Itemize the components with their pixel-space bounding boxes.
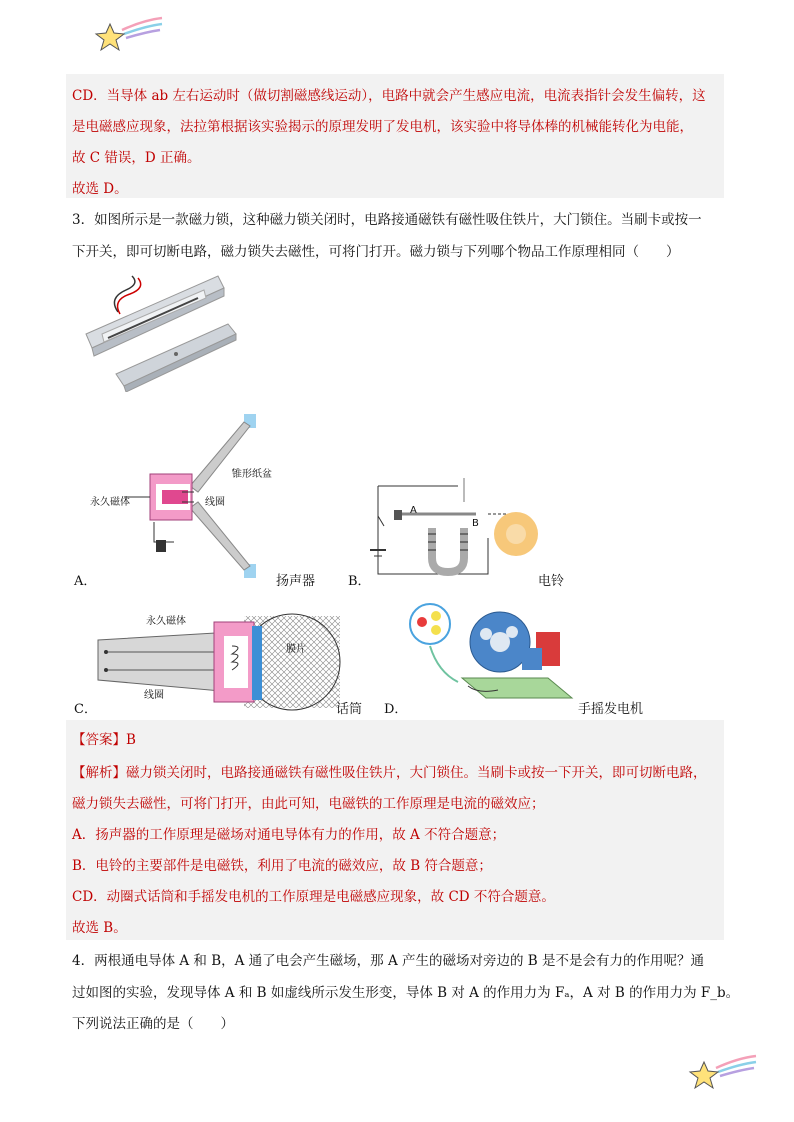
option-b-caption: 电铃 [538, 574, 565, 589]
option-a-letter[interactable]: A． [74, 574, 97, 589]
analysis-line-4: B．电铃的主要部件是电磁铁，利用了电流的磁效应，故 B 符合题意； [72, 858, 492, 874]
analysis-line-1: 【解析】磁力锁关闭时，电路接通磁铁有磁性吸住铁片，大门锁住。当刷卡或按一下开关，即可切断电路， [72, 765, 707, 781]
analysis-line-6: 故选 B。 [72, 920, 127, 936]
option-c-magnet-label: 永久磁体 [146, 616, 186, 627]
option-c-membrane-label: 膜片 [286, 644, 306, 655]
option-c-letter[interactable]: C． [74, 702, 97, 717]
answer3-label: 【答案】B [72, 732, 136, 748]
option-b-label-b: B [472, 518, 479, 529]
option-d-letter[interactable]: D． [384, 702, 408, 717]
question4-line-2: 过如图的实验，发现导体 A 和 B 如虚线所示发生形变，导体 B 对 A 的作用力为 Fₐ，A 对 B 的作用力为 F_b。 [72, 985, 740, 1001]
answer3-block [66, 720, 724, 940]
star-decoration-top-icon [92, 16, 164, 58]
prev-answer-line-3: 故 C 错误，D 正确。 [72, 150, 201, 166]
electric-bell-diagram [368, 478, 544, 584]
magnetic-lock-image [78, 268, 248, 392]
microphone-diagram [92, 612, 342, 712]
hand-crank-generator-image [408, 602, 576, 710]
option-a-caption: 扬声器 [276, 574, 316, 589]
prev-answer-line-1: CD．当导体 ab 左右运动时（做切割磁感线运动），电路中就会产生感应电流，电流表指针会发生偏转，这 [72, 88, 706, 104]
option-c-caption: 话筒 [336, 702, 363, 717]
option-b-label-a: A [410, 505, 417, 516]
analysis-line-2: 磁力锁失去磁性，可将门打开，由此可知，电磁铁的工作原理是电流的磁效应； [72, 796, 545, 812]
analysis-line-5: CD．动圈式话筒和手摇发电机的工作原理是电磁感应现象，故 CD 不符合题意。 [72, 889, 555, 905]
option-d-caption: 手摇发电机 [578, 702, 644, 717]
option-b-letter[interactable]: B． [348, 574, 371, 589]
star-decoration-bottom-icon [686, 1054, 758, 1096]
option-a-coil-label: 线圈 [205, 497, 225, 508]
question3-line-2: 下开关，即可切断电路，磁力锁失去磁性，可将门打开。磁力锁与下列哪个物品工作原理相同（ ） [72, 244, 680, 260]
question3-line-1: 3．如图所示是一款磁力锁，这种磁力锁关闭时，电路接通磁铁有磁性吸住铁片，大门锁住。当刷卡或按一 [72, 212, 702, 228]
prev-answer-line-4: 故选 D。 [72, 181, 128, 197]
question4-line-1: 4．两根通电导体 A 和 B，A 通了电会产生磁场，那 A 产生的磁场对旁边的 B 是不是会有力的作用呢？通 [72, 953, 705, 969]
analysis-line-3: A．扬声器的工作原理是磁场对通电导体有力的作用，故 A 不符合题意； [72, 827, 506, 843]
question4-line-3: 下列说法正确的是（ ） [72, 1016, 234, 1032]
option-a-cone-label: 锥形纸盆 [232, 469, 272, 480]
option-c-coil-label: 线圈 [144, 690, 164, 701]
option-a-magnet-label: 永久磁体 [90, 497, 130, 508]
previous-answer-block [66, 74, 724, 198]
prev-answer-line-2: 是电磁感应现象，法拉第根据该实验揭示的原理发明了发电机，该实验中将导体棒的机械能转化为电能， [72, 119, 693, 135]
